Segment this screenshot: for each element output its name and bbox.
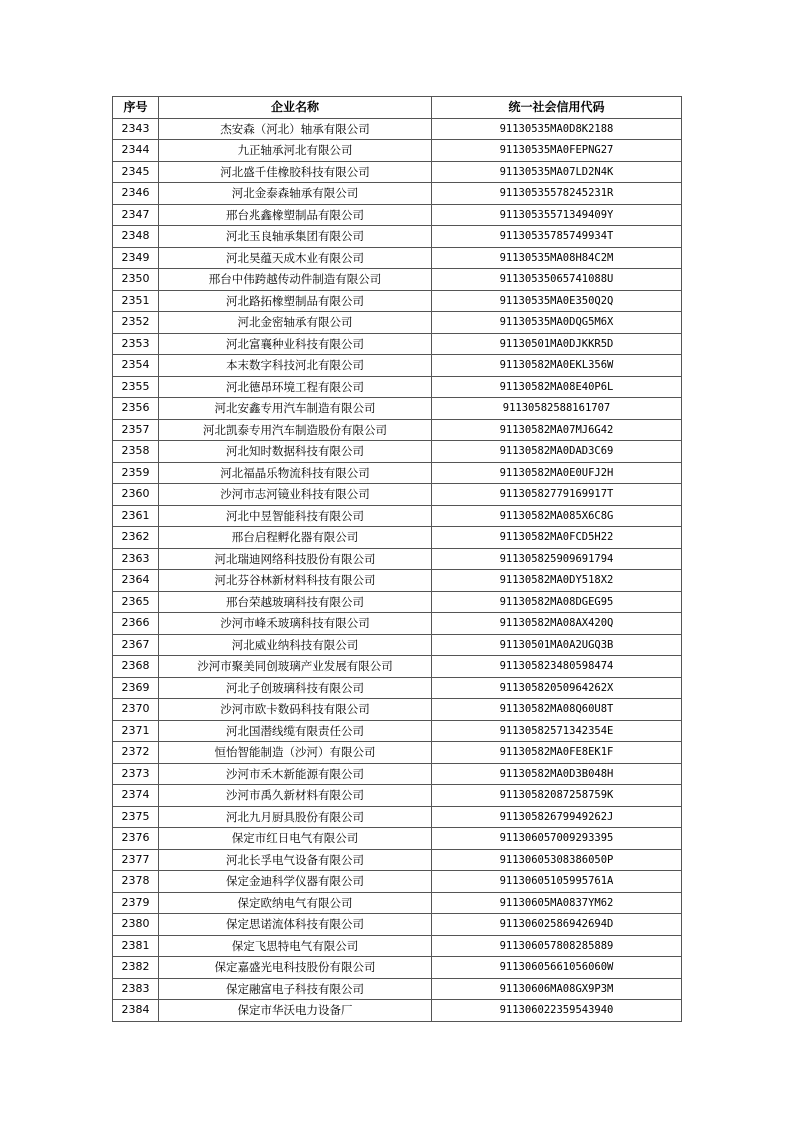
table-row bbox=[113, 247, 682, 269]
company-name-cell: 河北富襄种业科技有限公司 bbox=[159, 333, 432, 355]
credit-code-cell: 91130605MA0837YM62 bbox=[432, 892, 682, 914]
header-company-name: 企业名称 bbox=[159, 97, 432, 119]
table-row bbox=[113, 118, 682, 140]
credit-code-cell: 91130605661056060W bbox=[432, 957, 682, 979]
table-row bbox=[113, 591, 682, 613]
table-row bbox=[113, 183, 682, 205]
serial-number-cell: 2366 bbox=[113, 613, 159, 635]
serial-number-cell: 2376 bbox=[113, 828, 159, 850]
serial-number-cell: 2356 bbox=[113, 398, 159, 420]
company-name-cell: 沙河市禹久新材料有限公司 bbox=[159, 785, 432, 807]
serial-number-cell: 2345 bbox=[113, 161, 159, 183]
serial-number-cell: 2370 bbox=[113, 699, 159, 721]
serial-number-cell: 2377 bbox=[113, 849, 159, 871]
serial-number-cell: 2368 bbox=[113, 656, 159, 678]
table-row bbox=[113, 269, 682, 291]
table-row bbox=[113, 957, 682, 979]
credit-code-cell: 91130535578245231R bbox=[432, 183, 682, 205]
serial-number-cell: 2357 bbox=[113, 419, 159, 441]
company-name-cell: 保定金迪科学仪器有限公司 bbox=[159, 871, 432, 893]
table-row bbox=[113, 978, 682, 1000]
credit-code-cell: 91130535MA08H84C2M bbox=[432, 247, 682, 269]
table-row bbox=[113, 656, 682, 678]
credit-code-cell: 91130582679949262J bbox=[432, 806, 682, 828]
table-row bbox=[113, 462, 682, 484]
serial-number-cell: 2359 bbox=[113, 462, 159, 484]
company-name-cell: 沙河市志河镜业科技有限公司 bbox=[159, 484, 432, 506]
credit-code-cell: 91130582MA0FE8EK1F bbox=[432, 742, 682, 764]
table-row bbox=[113, 763, 682, 785]
table-row bbox=[113, 806, 682, 828]
company-name-cell: 河北九月厨具股份有限公司 bbox=[159, 806, 432, 828]
serial-number-cell: 2371 bbox=[113, 720, 159, 742]
credit-code-cell: 911305825909691794 bbox=[432, 548, 682, 570]
company-name-cell: 河北盛千佳橡胶科技有限公司 bbox=[159, 161, 432, 183]
company-name-cell: 保定市华沃电力设备厂 bbox=[159, 1000, 432, 1022]
credit-code-cell: 91130582MA0E0UFJ2H bbox=[432, 462, 682, 484]
credit-code-cell: 91130582571342354E bbox=[432, 720, 682, 742]
table-row bbox=[113, 312, 682, 334]
credit-code-cell: 911305823480598474 bbox=[432, 656, 682, 678]
company-name-cell: 保定嘉盛光电科技股份有限公司 bbox=[159, 957, 432, 979]
serial-number-cell: 2350 bbox=[113, 269, 159, 291]
table-row bbox=[113, 935, 682, 957]
serial-number-cell: 2372 bbox=[113, 742, 159, 764]
company-name-cell: 河北知时数据科技有限公司 bbox=[159, 441, 432, 463]
credit-code-cell: 911306057808285889 bbox=[432, 935, 682, 957]
company-name-cell: 河北玉良轴承集团有限公司 bbox=[159, 226, 432, 248]
table-row bbox=[113, 914, 682, 936]
credit-code-cell: 91130605308386050P bbox=[432, 849, 682, 871]
company-name-cell: 河北芬谷林新材料科技有限公司 bbox=[159, 570, 432, 592]
table-row bbox=[113, 634, 682, 656]
company-name-cell: 河北威业纳科技有限公司 bbox=[159, 634, 432, 656]
serial-number-cell: 2374 bbox=[113, 785, 159, 807]
table-row bbox=[113, 742, 682, 764]
credit-code-cell: 91130582087258759K bbox=[432, 785, 682, 807]
company-name-cell: 河北路拓橡塑制品有限公司 bbox=[159, 290, 432, 312]
credit-code-cell: 91130582MA085X6C8G bbox=[432, 505, 682, 527]
table-row bbox=[113, 355, 682, 377]
company-name-cell: 杰安森（河北）轴承有限公司 bbox=[159, 118, 432, 140]
serial-number-cell: 2346 bbox=[113, 183, 159, 205]
serial-number-cell: 2367 bbox=[113, 634, 159, 656]
serial-number-cell: 2347 bbox=[113, 204, 159, 226]
table-row bbox=[113, 828, 682, 850]
credit-code-cell: 911306057009293395 bbox=[432, 828, 682, 850]
table-row bbox=[113, 892, 682, 914]
company-name-cell: 沙河市聚美同创玻璃产业发展有限公司 bbox=[159, 656, 432, 678]
company-name-cell: 本末数字科技河北有限公司 bbox=[159, 355, 432, 377]
credit-code-cell: 91130605105995761A bbox=[432, 871, 682, 893]
table-row bbox=[113, 677, 682, 699]
table-row bbox=[113, 505, 682, 527]
serial-number-cell: 2343 bbox=[113, 118, 159, 140]
credit-code-cell: 91130582MA08E40P6L bbox=[432, 376, 682, 398]
company-name-cell: 邢台荣越玻璃科技有限公司 bbox=[159, 591, 432, 613]
table-row bbox=[113, 333, 682, 355]
company-name-cell: 恒怡智能制造（沙河）有限公司 bbox=[159, 742, 432, 764]
credit-code-cell: 91130501MA0A2UGQ3B bbox=[432, 634, 682, 656]
serial-number-cell: 2363 bbox=[113, 548, 159, 570]
serial-number-cell: 2382 bbox=[113, 957, 159, 979]
table-row bbox=[113, 785, 682, 807]
credit-code-cell: 91130602586942694D bbox=[432, 914, 682, 936]
table-row bbox=[113, 376, 682, 398]
credit-code-cell: 91130582MA0D3B048H bbox=[432, 763, 682, 785]
credit-code-cell: 91130582MA08Q60U8T bbox=[432, 699, 682, 721]
credit-code-cell: 91130606MA08GX9P3M bbox=[432, 978, 682, 1000]
credit-code-cell: 91130501MA0DJKKR5D bbox=[432, 333, 682, 355]
header-serial-number: 序号 bbox=[113, 97, 159, 119]
table-row bbox=[113, 484, 682, 506]
company-name-cell: 保定欧纳电气有限公司 bbox=[159, 892, 432, 914]
company-name-cell: 河北金泰森轴承有限公司 bbox=[159, 183, 432, 205]
company-name-cell: 河北安鑫专用汽车制造有限公司 bbox=[159, 398, 432, 420]
company-name-cell: 沙河市欧卡数码科技有限公司 bbox=[159, 699, 432, 721]
table-row bbox=[113, 871, 682, 893]
company-name-cell: 保定思诺流体科技有限公司 bbox=[159, 914, 432, 936]
serial-number-cell: 2379 bbox=[113, 892, 159, 914]
credit-code-cell: 91130535MA0DQG5M6X bbox=[432, 312, 682, 334]
company-name-cell: 邢台启程孵化器有限公司 bbox=[159, 527, 432, 549]
table-row bbox=[113, 548, 682, 570]
company-name-cell: 河北昊蕴天成木业有限公司 bbox=[159, 247, 432, 269]
serial-number-cell: 2351 bbox=[113, 290, 159, 312]
credit-code-cell: 91130535MA0D8K2188 bbox=[432, 118, 682, 140]
serial-number-cell: 2373 bbox=[113, 763, 159, 785]
serial-number-cell: 2348 bbox=[113, 226, 159, 248]
table-row bbox=[113, 398, 682, 420]
table-row bbox=[113, 849, 682, 871]
table-row bbox=[113, 1000, 682, 1022]
serial-number-cell: 2355 bbox=[113, 376, 159, 398]
table-row bbox=[113, 226, 682, 248]
credit-code-cell: 91130535MA07LD2N4K bbox=[432, 161, 682, 183]
credit-code-cell: 91130582MA08DGEG95 bbox=[432, 591, 682, 613]
company-name-cell: 河北福晶乐物流科技有限公司 bbox=[159, 462, 432, 484]
credit-code-cell: 91130582MA0DY518X2 bbox=[432, 570, 682, 592]
company-name-cell: 河北瑞迪网络科技股份有限公司 bbox=[159, 548, 432, 570]
company-name-cell: 沙河市禾木新能源有限公司 bbox=[159, 763, 432, 785]
serial-number-cell: 2358 bbox=[113, 441, 159, 463]
table-row bbox=[113, 204, 682, 226]
company-name-cell: 河北德昂环境工程有限公司 bbox=[159, 376, 432, 398]
serial-number-cell: 2360 bbox=[113, 484, 159, 506]
company-name-cell: 河北金密轴承有限公司 bbox=[159, 312, 432, 334]
serial-number-cell: 2353 bbox=[113, 333, 159, 355]
credit-code-cell: 91130535785749934T bbox=[432, 226, 682, 248]
serial-number-cell: 2352 bbox=[113, 312, 159, 334]
serial-number-cell: 2383 bbox=[113, 978, 159, 1000]
company-name-cell: 保定融富电子科技有限公司 bbox=[159, 978, 432, 1000]
credit-code-cell: 91130535MA0E350Q2Q bbox=[432, 290, 682, 312]
serial-number-cell: 2380 bbox=[113, 914, 159, 936]
credit-code-cell: 91130582MA07MJ6G42 bbox=[432, 419, 682, 441]
credit-code-cell: 91130582588161707 bbox=[432, 398, 682, 420]
credit-code-cell: 91130535571349409Y bbox=[432, 204, 682, 226]
table-row bbox=[113, 720, 682, 742]
company-name-cell: 河北长孚电气设备有限公司 bbox=[159, 849, 432, 871]
table-row bbox=[113, 140, 682, 162]
company-name-cell: 河北子创玻璃科技有限公司 bbox=[159, 677, 432, 699]
table-row bbox=[113, 699, 682, 721]
header-credit-code: 统一社会信用代码 bbox=[432, 97, 682, 119]
company-name-cell: 保定市红日电气有限公司 bbox=[159, 828, 432, 850]
serial-number-cell: 2361 bbox=[113, 505, 159, 527]
serial-number-cell: 2378 bbox=[113, 871, 159, 893]
serial-number-cell: 2354 bbox=[113, 355, 159, 377]
serial-number-cell: 2369 bbox=[113, 677, 159, 699]
credit-code-cell: 91130582MA0DAD3C69 bbox=[432, 441, 682, 463]
credit-code-cell: 91130582779169917T bbox=[432, 484, 682, 506]
company-name-cell: 河北国潜线缆有限责任公司 bbox=[159, 720, 432, 742]
company-name-cell: 邢台中伟跨越传动件制造有限公司 bbox=[159, 269, 432, 291]
table-body bbox=[113, 118, 682, 1021]
serial-number-cell: 2381 bbox=[113, 935, 159, 957]
table-row bbox=[113, 527, 682, 549]
serial-number-cell: 2365 bbox=[113, 591, 159, 613]
credit-code-cell: 911306022359543940 bbox=[432, 1000, 682, 1022]
credit-code-cell: 91130582MA0EKL356W bbox=[432, 355, 682, 377]
company-name-cell: 沙河市峰禾玻璃科技有限公司 bbox=[159, 613, 432, 635]
credit-code-cell: 91130582MA08AX420Q bbox=[432, 613, 682, 635]
serial-number-cell: 2349 bbox=[113, 247, 159, 269]
serial-number-cell: 2344 bbox=[113, 140, 159, 162]
serial-number-cell: 2364 bbox=[113, 570, 159, 592]
table-row bbox=[113, 441, 682, 463]
credit-code-cell: 91130582MA0FCD5H22 bbox=[432, 527, 682, 549]
credit-code-cell: 91130535065741088U bbox=[432, 269, 682, 291]
table-row bbox=[113, 161, 682, 183]
company-name-cell: 河北凯泰专用汽车制造股份有限公司 bbox=[159, 419, 432, 441]
company-name-cell: 邢台兆鑫橡塑制品有限公司 bbox=[159, 204, 432, 226]
credit-code-cell: 91130535MA0FEPNG27 bbox=[432, 140, 682, 162]
serial-number-cell: 2375 bbox=[113, 806, 159, 828]
company-name-cell: 九正轴承河北有限公司 bbox=[159, 140, 432, 162]
serial-number-cell: 2384 bbox=[113, 1000, 159, 1022]
credit-code-cell: 91130582050964262X bbox=[432, 677, 682, 699]
table-row bbox=[113, 419, 682, 441]
table-row bbox=[113, 570, 682, 592]
table-header-row bbox=[113, 97, 682, 119]
company-name-cell: 河北中昱智能科技有限公司 bbox=[159, 505, 432, 527]
serial-number-cell: 2362 bbox=[113, 527, 159, 549]
enterprise-table bbox=[112, 96, 682, 1022]
company-name-cell: 保定飞思特电气有限公司 bbox=[159, 935, 432, 957]
table-row bbox=[113, 613, 682, 635]
table-row bbox=[113, 290, 682, 312]
